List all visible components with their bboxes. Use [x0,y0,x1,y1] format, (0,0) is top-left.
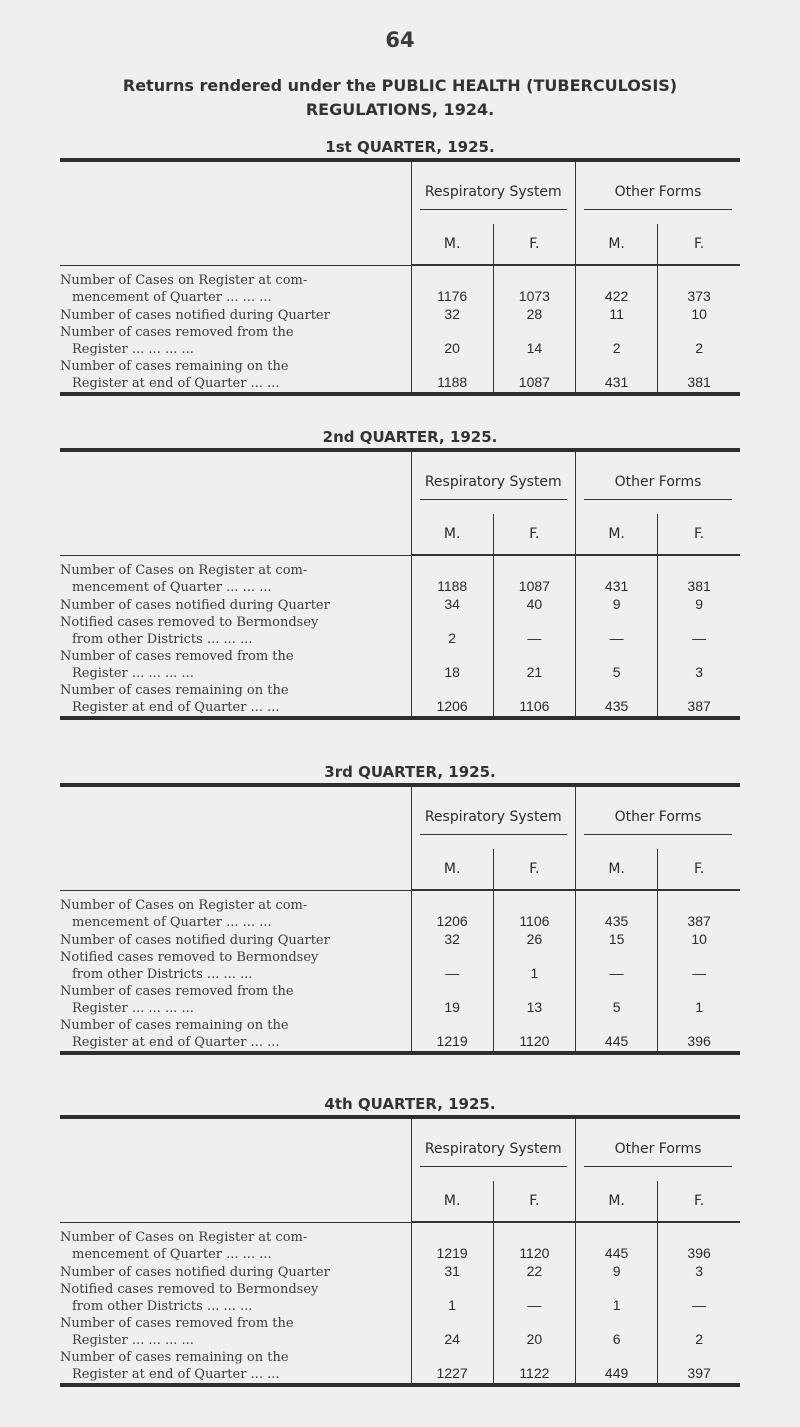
row-label-line-1: Number of Cases on Register at com- [60,272,308,288]
row-label-line-1: Number of cases removed from the [60,324,294,340]
bottom-rule [60,392,740,396]
cell-value: 1106 [493,897,575,931]
row-label [60,324,411,358]
bottom-rule [60,716,740,720]
row-label-line-2: Register at end of Quarter ... ... [72,375,280,391]
row-label-line-1: Number of cases remaining on the [60,358,289,374]
quarter-heading: 2nd QUARTER, 1925. [322,428,498,446]
cell-value: 6 [575,1315,657,1349]
title-line-2: REGULATIONS, 1924. [305,100,495,119]
table-row [60,306,740,324]
table-row [60,596,740,614]
cell-value: — [658,614,740,648]
row-label-line-2: Register ... ... ... ... [72,341,194,357]
row-label [60,931,411,949]
header-respiratory-system-label: Respiratory System [420,176,567,210]
row-label-line-1: Number of cases remaining on the [60,1349,289,1365]
cell-value: 13 [493,983,575,1017]
header-female: F. [493,1181,575,1222]
cell-value: 435 [575,682,657,716]
cell-value: 1219 [411,1229,493,1263]
header-respiratory-system-label: Respiratory System [420,466,567,500]
returns-table [60,1119,740,1383]
header-female: F. [658,514,740,555]
row-label-line-2: from other Districts ... ... ... [72,631,253,647]
returns-table [60,162,740,392]
header-respiratory-system [411,162,575,224]
header-male: M. [575,849,657,890]
header-female: F. [493,514,575,555]
cell-value: 3 [658,1263,740,1281]
cell-value: 435 [575,897,657,931]
title-line-1: Returns rendered under the PUBLIC HEALTH (TUBERCULOSIS) [122,76,678,95]
header-male: M. [411,224,493,265]
quarter-heading: 4th QUARTER, 1925. [324,1095,496,1113]
row-label-line-1: Number of cases remaining on the [60,682,289,698]
header-blank [60,1119,411,1222]
cell-value: 24 [411,1315,493,1349]
row-label [60,562,411,596]
header-male: M. [575,1181,657,1222]
row-label-line-1: Number of cases notified during Quarter [60,597,330,613]
table-row [60,1315,740,1349]
cell-value: 1227 [411,1349,493,1383]
cell-value: 396 [658,1017,740,1051]
cell-value: 2 [658,324,740,358]
row-label [60,648,411,682]
header-female: F. [493,224,575,265]
quarter-heading: 1st QUARTER, 1925. [325,138,495,156]
cell-value: 22 [493,1263,575,1281]
table-row [60,614,740,648]
header-respiratory-system-label: Respiratory System [420,801,567,835]
row-label [60,596,411,614]
cell-value: 2 [658,1315,740,1349]
table-row [60,1349,740,1383]
header-other-forms [575,787,740,849]
table-row [60,1263,740,1281]
cell-value: 19 [411,983,493,1017]
cell-value: 9 [575,1263,657,1281]
row-label [60,682,411,716]
cell-value: 1122 [493,1349,575,1383]
cell-value: 20 [493,1315,575,1349]
cell-value: 10 [658,306,740,324]
row-label-line-2: Register at end of Quarter ... ... [72,699,280,715]
cell-value: 20 [411,324,493,358]
header-male: M. [411,849,493,890]
row-label [60,897,411,931]
quarter-section [60,761,740,1055]
row-label [60,306,411,324]
row-label [60,614,411,648]
table-row [60,897,740,931]
cell-value: 1188 [411,562,493,596]
row-label [60,1349,411,1383]
row-label-line-1: Number of cases notified during Quarter [60,932,330,948]
row-label-line-1: Number of cases removed from the [60,648,294,664]
table-row [60,949,740,983]
row-label [60,1229,411,1263]
cell-value: 1073 [493,272,575,306]
cell-value: 2 [411,614,493,648]
quarter-heading: 3rd QUARTER, 1925. [324,763,496,781]
table-row [60,1229,740,1263]
bottom-rule [60,1051,740,1055]
row-label-line-2: mencement of Quarter ... ... ... [72,289,272,305]
cell-value: 1206 [411,682,493,716]
cell-value: 15 [575,931,657,949]
table-row [60,562,740,596]
header-other-forms [575,1119,740,1181]
row-label-line-1: Number of cases notified during Quarter [60,1264,330,1280]
cell-value: 431 [575,562,657,596]
row-label [60,272,411,306]
cell-value: 396 [658,1229,740,1263]
cell-value: — [575,949,657,983]
cell-value: — [658,949,740,983]
row-label-line-2: mencement of Quarter ... ... ... [72,914,272,930]
header-blank [60,162,411,265]
row-label [60,1281,411,1315]
row-label-line-1: Number of Cases on Register at com- [60,562,308,578]
cell-value: 11 [575,306,657,324]
row-label [60,949,411,983]
cell-value: 28 [493,306,575,324]
row-label-line-2: Register ... ... ... ... [72,1332,194,1348]
row-label-line-2: Register ... ... ... ... [72,665,194,681]
cell-value: 397 [658,1349,740,1383]
cell-value: 1120 [493,1229,575,1263]
row-label [60,983,411,1017]
cell-value: 9 [575,596,657,614]
returns-table [60,452,740,716]
row-label-line-1: Notified cases removed to Bermondsey [60,949,319,965]
cell-value: 9 [658,596,740,614]
row-label [60,1017,411,1051]
row-label-line-2: Register ... ... ... ... [72,1000,194,1016]
header-other-forms [575,452,740,514]
cell-value: 1120 [493,1017,575,1051]
cell-value: 1 [658,983,740,1017]
quarter-section [60,136,740,396]
cell-value: 1087 [493,562,575,596]
header-other-forms-label: Other Forms [584,1133,732,1167]
cell-value: 1 [411,1281,493,1315]
returns-table [60,787,740,1051]
cell-value: 3 [658,648,740,682]
cell-value: 387 [658,682,740,716]
row-label-line-2: Register at end of Quarter ... ... [72,1034,280,1050]
cell-value: — [493,614,575,648]
cell-value: 1106 [493,682,575,716]
row-label-line-1: Notified cases removed to Bermondsey [60,614,319,630]
bottom-rule [60,1383,740,1387]
header-blank [60,787,411,890]
cell-value: 21 [493,648,575,682]
row-label [60,358,411,392]
cell-value: 26 [493,931,575,949]
cell-value: 445 [575,1017,657,1051]
cell-value: 381 [658,358,740,392]
cell-value: 1 [575,1281,657,1315]
row-label-line-2: mencement of Quarter ... ... ... [72,579,272,595]
header-other-forms-label: Other Forms [584,466,732,500]
header-other-forms-label: Other Forms [584,801,732,835]
cell-value: 31 [411,1263,493,1281]
row-label [60,1263,411,1281]
row-label-line-1: Number of cases removed from the [60,1315,294,1331]
cell-value: 2 [575,324,657,358]
cell-value: 381 [658,562,740,596]
row-label-line-2: mencement of Quarter ... ... ... [72,1246,272,1262]
row-label [60,1315,411,1349]
table-row [60,272,740,306]
quarter-section [60,1093,740,1387]
page-number: 64 [385,28,415,52]
cell-value: — [658,1281,740,1315]
row-label-line-1: Notified cases removed to Bermondsey [60,1281,319,1297]
row-label-line-2: from other Districts ... ... ... [72,1298,253,1314]
document-title [40,74,760,122]
cell-value: 387 [658,897,740,931]
cell-value: 373 [658,272,740,306]
table-row [60,648,740,682]
cell-value: 14 [493,324,575,358]
quarter-section [60,426,740,720]
cell-value: 32 [411,931,493,949]
cell-value: 18 [411,648,493,682]
cell-value: 1176 [411,272,493,306]
cell-value: — [411,949,493,983]
header-respiratory-system [411,452,575,514]
cell-value: — [493,1281,575,1315]
cell-value: 32 [411,306,493,324]
row-label-line-1: Number of Cases on Register at com- [60,897,308,913]
cell-value: 1 [493,949,575,983]
table-row [60,324,740,358]
cell-value: 431 [575,358,657,392]
table-row [60,983,740,1017]
cell-value: — [575,614,657,648]
header-male: M. [575,224,657,265]
header-female: F. [658,849,740,890]
header-male: M. [575,514,657,555]
row-label-line-1: Number of cases removed from the [60,983,294,999]
table-row [60,358,740,392]
cell-value: 449 [575,1349,657,1383]
cell-value: 422 [575,272,657,306]
cell-value: 34 [411,596,493,614]
header-blank [60,452,411,555]
table-row [60,1281,740,1315]
cell-value: 1087 [493,358,575,392]
cell-value: 1219 [411,1017,493,1051]
header-other-forms [575,162,740,224]
row-label-line-2: from other Districts ... ... ... [72,966,253,982]
table-row [60,682,740,716]
header-respiratory-system [411,787,575,849]
cell-value: 5 [575,648,657,682]
header-other-forms-label: Other Forms [584,176,732,210]
cell-value: 1206 [411,897,493,931]
table-row [60,931,740,949]
table-row [60,1017,740,1051]
row-label-line-1: Number of cases remaining on the [60,1017,289,1033]
row-label-line-1: Number of cases notified during Quarter [60,307,330,323]
header-respiratory-system [411,1119,575,1181]
row-label-line-1: Number of Cases on Register at com- [60,1229,308,1245]
header-female: F. [658,224,740,265]
cell-value: 445 [575,1229,657,1263]
cell-value: 40 [493,596,575,614]
header-female: F. [658,1181,740,1222]
header-female: F. [493,849,575,890]
header-respiratory-system-label: Respiratory System [420,1133,567,1167]
cell-value: 10 [658,931,740,949]
row-label-line-2: Register at end of Quarter ... ... [72,1366,280,1382]
header-male: M. [411,514,493,555]
cell-value: 1188 [411,358,493,392]
header-male: M. [411,1181,493,1222]
cell-value: 5 [575,983,657,1017]
